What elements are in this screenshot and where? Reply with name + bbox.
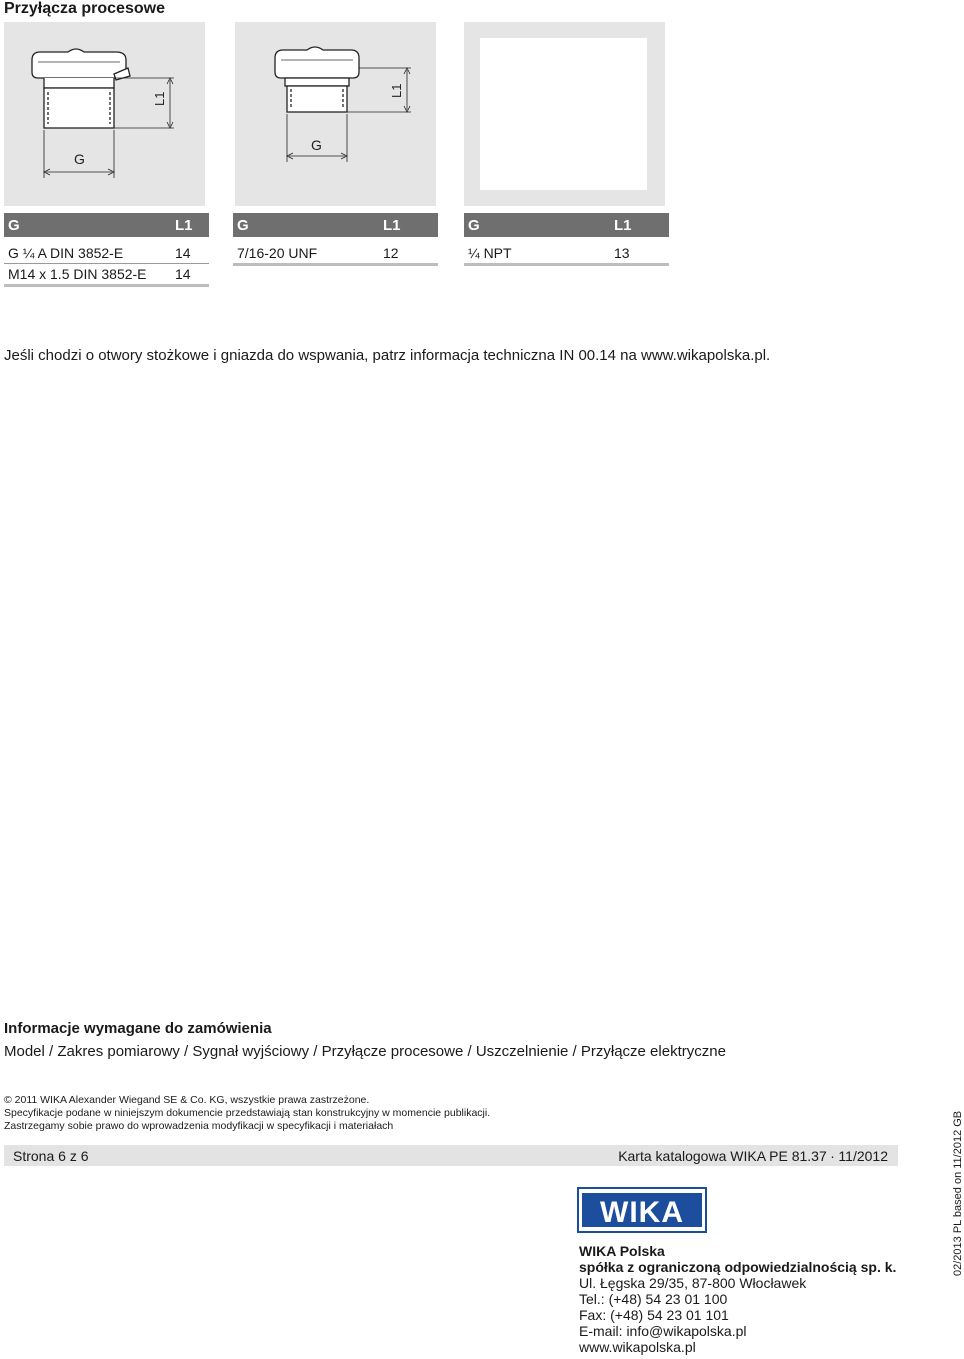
table-header <box>4 213 209 237</box>
table-row <box>233 243 438 263</box>
spec-text: Specyfikacje podane w niniejszym dokumencie przedstawiają stan konstrukcyjny w momencie publikacji. <box>4 1107 491 1119</box>
cell-l1: 12 <box>383 245 399 261</box>
company-website: www.wikapolska.pl <box>579 1339 696 1355</box>
catalog-reference: Karta katalogowa WIKA PE 81.37 ∙ 11/2012 <box>618 1148 888 1164</box>
cell-g: G ¼ A DIN 3852-E <box>8 245 124 261</box>
cell-g: 7/16-20 UNF <box>237 245 318 261</box>
order-info-text: Model / Zakres pomiarowy / Sygnał wyjściowy / Przyłącze procesowe / Uszczelnienie / Przyłącze elektryczne <box>4 1043 726 1060</box>
company-phone: Tel.: (+48) 54 23 01 100 <box>579 1291 728 1307</box>
reserve-text: Zastrzegamy sobie prawo do wprowadzenia modyfikacji w specyfikacji i materiałach <box>4 1120 394 1132</box>
svg-text:WIKA: WIKA <box>600 1196 684 1229</box>
label-g-2: G <box>311 137 322 153</box>
page-footer-bar <box>4 1145 898 1166</box>
header-g: G <box>8 217 20 234</box>
company-name: WIKA Polska <box>579 1243 665 1259</box>
table-row <box>464 243 669 263</box>
table-row <box>4 243 209 264</box>
revision-note: 02/2013 PL based on 11/2012 GB <box>952 1110 964 1276</box>
drawing-panel-3 <box>464 22 665 206</box>
header-l1: L1 <box>383 217 401 234</box>
header-l1: L1 <box>614 217 632 234</box>
table-bottom-rule <box>464 263 669 266</box>
table-2 <box>233 213 438 266</box>
header-l1: L1 <box>175 217 193 234</box>
page-number: Strona 6 z 6 <box>13 1148 89 1164</box>
table-3 <box>464 213 669 266</box>
drawing-panel-1 <box>4 22 205 206</box>
header-g: G <box>468 217 480 234</box>
taper-note: Jeśli chodzi o otwory stożkowe i gniazda do wspwania, patrz informacja techniczna IN 00.14 na www.wikapolska.pl. <box>4 347 771 364</box>
page-title: Przyłącza procesowe <box>4 0 165 17</box>
company-email: E-mail: info@wikapolska.pl <box>579 1323 747 1339</box>
table-row <box>4 264 209 284</box>
table-1 <box>4 213 209 287</box>
drawing-panel-2 <box>235 22 436 206</box>
cell-g: ¼ NPT <box>468 245 512 261</box>
company-street: Ul. Łęgska 29/35, 87-800 Włocławek <box>579 1275 807 1291</box>
label-g-1: G <box>74 151 85 167</box>
table-header <box>464 213 669 237</box>
fitting-drawing-1 <box>4 22 205 206</box>
header-g: G <box>237 217 249 234</box>
company-fax: Fax: (+48) 54 23 01 101 <box>579 1307 729 1323</box>
cell-l1: 13 <box>614 245 630 261</box>
label-l1-1: L1 <box>152 91 167 106</box>
cell-l1: 14 <box>175 266 191 282</box>
cell-l1: 14 <box>175 245 191 261</box>
image-placeholder <box>480 38 647 190</box>
table-bottom-rule <box>233 263 438 266</box>
company-legal-form: spółka z ograniczoną odpowiedzialnością sp. k. <box>579 1259 897 1275</box>
wika-logo <box>577 1187 707 1238</box>
cell-g: M14 x 1.5 DIN 3852-E <box>8 266 147 282</box>
table-bottom-rule <box>4 284 209 287</box>
copyright-text: © 2011 WIKA Alexander Wiegand SE & Co. KG, wszystkie prawa zastrzeżone. <box>4 1094 370 1106</box>
order-info-heading: Informacje wymagane do zamówienia <box>4 1020 272 1037</box>
fitting-drawing-2 <box>235 22 436 206</box>
table-header <box>233 213 438 237</box>
label-l1-2: L1 <box>389 83 404 98</box>
